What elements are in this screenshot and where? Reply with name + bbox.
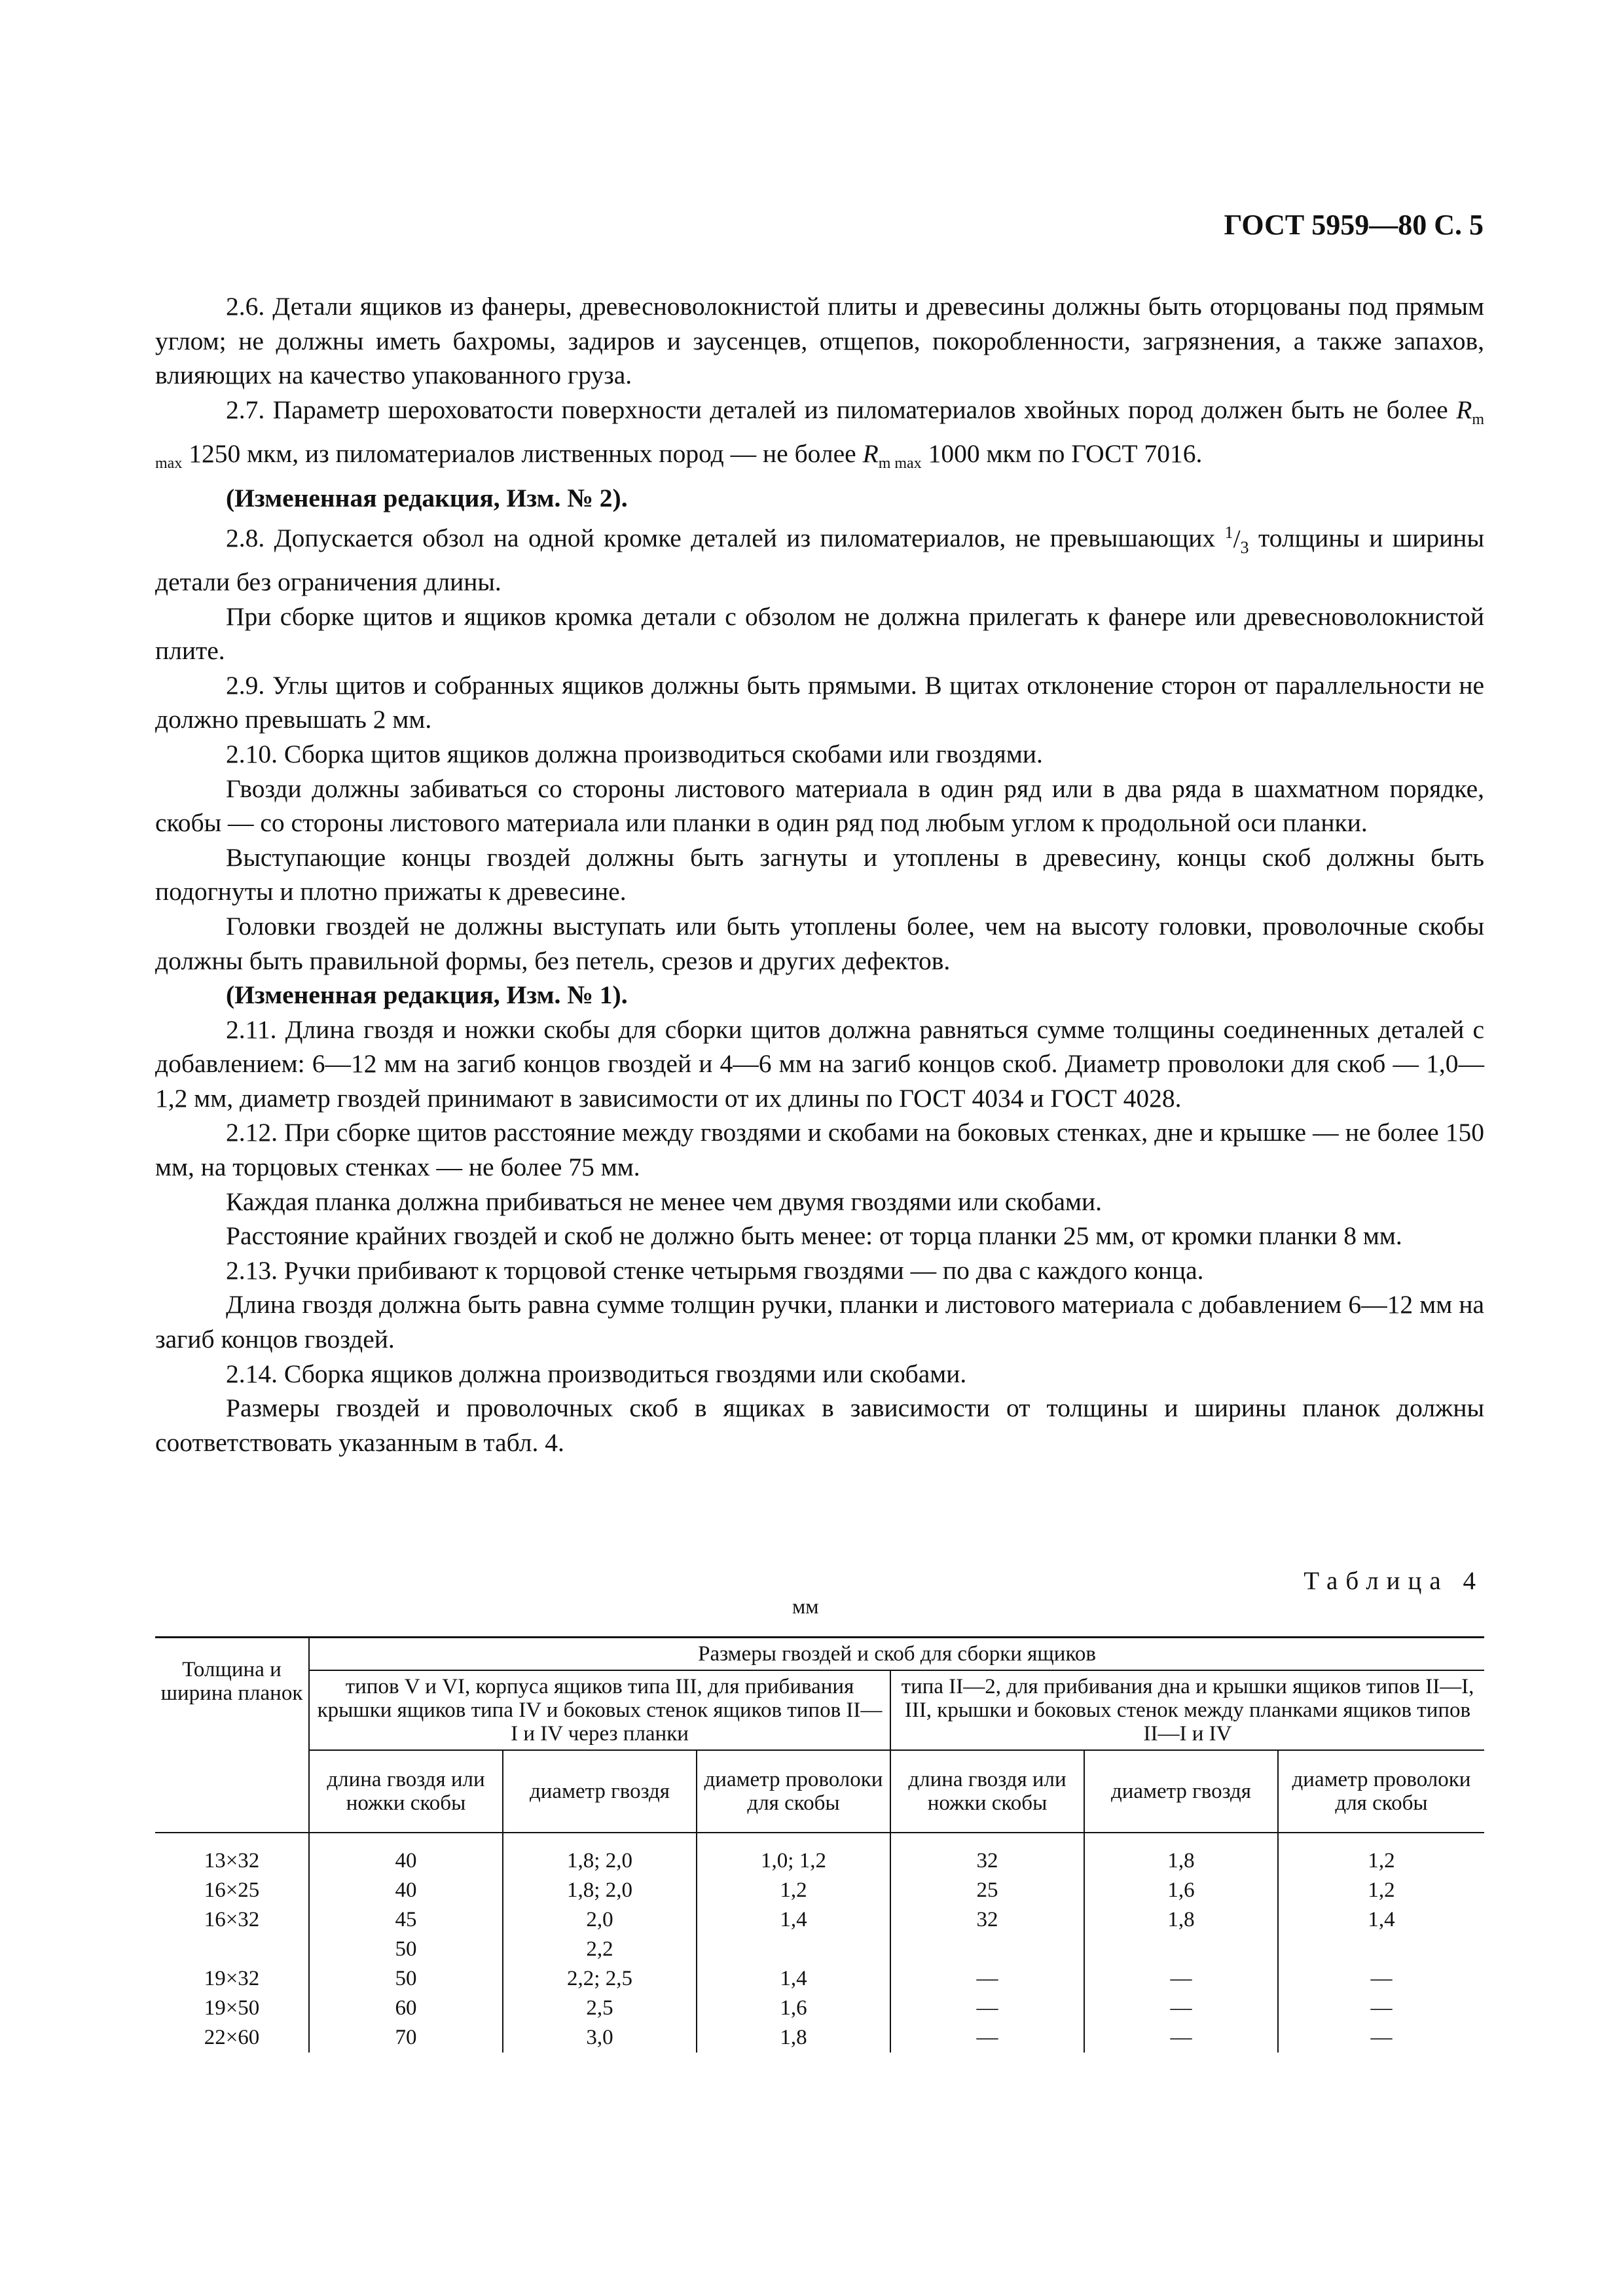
table-cell: — xyxy=(1084,2023,1278,2053)
paragraph-2-10: 2.10. Сборка щитов ящиков должна производиться скобами или гвоздями. xyxy=(226,739,1043,768)
revision-note: (Измененная редакция, Изм. № 1). xyxy=(226,980,628,1010)
table-cell: 1,8; 2,0 xyxy=(503,1833,697,1876)
paragraph: Головки гвоздей не должны выступать или быть утоплены более, чем на высоту головки, проволочные скобы должны быть правильной формы, без петель, срезов и других дефектов. xyxy=(155,911,1484,975)
table-cell: 70 xyxy=(309,2023,503,2053)
paragraph-2-7 xyxy=(155,393,1484,481)
table-cell: — xyxy=(1084,1964,1278,1994)
table-cell: 32 xyxy=(890,1833,1084,1876)
table-cell: — xyxy=(1278,1964,1484,1994)
table-cell: 16×32 xyxy=(204,1908,260,1931)
table-cell: 16×25 xyxy=(204,1878,260,1902)
table-cell: — xyxy=(890,1994,1084,2023)
table-row xyxy=(155,1935,1484,1964)
table-cell: — xyxy=(1278,2023,1484,2053)
table-cell xyxy=(697,1935,890,1964)
table-cell: 1,4 xyxy=(1278,1905,1484,1935)
header-wire-diameter: диаметр проволоки для скобы xyxy=(697,1750,890,1833)
table-cell: 1,8 xyxy=(1084,1833,1278,1876)
table-row xyxy=(155,2023,1484,2053)
header-subgroup-a: типов V и VI, корпуса ящиков типа III, для прибивания крышки ящиков типа IV и боковых стенок ящиков типов II—I и IV через планки xyxy=(309,1670,890,1750)
table-cell: 1,2 xyxy=(697,1876,890,1905)
table-cell: 2,5 xyxy=(503,1994,697,2023)
table-cell: 1,8; 2,0 xyxy=(503,1876,697,1905)
table-cell: — xyxy=(1278,1994,1484,2023)
table-unit: мм xyxy=(792,1594,819,1618)
paragraph-text: 1250 мкм, из пиломатериалов лиственных пород — не более xyxy=(182,439,863,469)
table-cell: 13×32 xyxy=(204,1849,260,1873)
paragraph: Гвозди должны забиваться со стороны листового материала в один ряд или в два ряда в шахматном порядке, скобы — со стороны листового материала или планки в один ряд под любым углом к продольной оси планки. xyxy=(155,774,1484,838)
header-subgroup-b: типа II—2, для прибивания дна и крышки ящиков типов II—I, III, крышки и боковых стенок между планками ящиков типов II—I и IV xyxy=(890,1670,1484,1750)
paragraph: Каждая планка должна прибиваться не менее чем двумя гвоздями или скобами. xyxy=(226,1187,1103,1216)
table-cell: 1,2 xyxy=(1278,1833,1484,1876)
table-cell: 1,8 xyxy=(697,2023,890,2053)
table-cell: 60 xyxy=(309,1994,503,2023)
paragraph: Расстояние крайних гвоздей и скоб не должно быть менее: от торца планки 25 мм, от кромки планки 8 мм. xyxy=(226,1221,1402,1251)
table-body xyxy=(155,1833,1484,2053)
table-cell: 1,0; 1,2 xyxy=(697,1833,890,1876)
paragraph-text: толщины и ширины детали без ограничения длины. xyxy=(155,524,1484,596)
header-nail-diameter: диаметр гвоздя xyxy=(1084,1750,1278,1833)
header-group: Размеры гвоздей и скоб для сборки ящиков xyxy=(309,1638,1484,1671)
table-row xyxy=(155,1964,1484,1994)
table-cell: 1,6 xyxy=(697,1994,890,2023)
roughness-symbol: $R_{m max}$ xyxy=(862,439,922,473)
paragraph: Выступающие концы гвоздей должны быть загнуты и утоплены в древесину, концы скоб должны быть подогнуты и плотно прижаты к древесине. xyxy=(155,842,1484,906)
table-cell xyxy=(1278,1935,1484,1964)
table-cell: 40 xyxy=(309,1833,503,1876)
table-row xyxy=(155,1876,1484,1905)
paragraph: Длина гвоздя должна быть равна сумме толщин ручки, планки и листового материала с добавлением 6—12 мм на загиб концов гвоздей. xyxy=(155,1290,1484,1354)
paragraph-2-8 xyxy=(155,515,1484,599)
table-cell: 22×60 xyxy=(204,2026,260,2049)
table-cell: 25 xyxy=(890,1876,1084,1905)
table-row xyxy=(155,1994,1484,2023)
table-row xyxy=(155,1833,1484,1876)
header-plank-size: Толщина и ширина планок xyxy=(155,1638,309,1833)
fraction-one-third: $^1/_3$ xyxy=(1224,522,1249,557)
table-cell: — xyxy=(890,1964,1084,1994)
paragraph-2-14: 2.14. Сборка ящиков должна производиться гвоздями или скобами. xyxy=(226,1359,967,1388)
paragraph-text: 2.7. Параметр шероховатости поверхности деталей из пиломатериалов хвойных пород должен быть не более xyxy=(226,395,1457,424)
header-nail-diameter: диаметр гвоздя xyxy=(503,1750,697,1833)
roughness-symbol: $R_{m max}$ xyxy=(155,395,1484,473)
table-cell: — xyxy=(890,2023,1084,2053)
table-cell: 2,0 xyxy=(503,1905,697,1935)
table-cell: 1,6 xyxy=(1084,1876,1278,1905)
paragraph-text: 2.8. Допускается обзол на одной кромке деталей из пиломатериалов, не превышающих xyxy=(226,524,1225,553)
document-body xyxy=(155,289,1484,1460)
paragraph-2-6: 2.6. Детали ящиков из фанеры, древесноволокнистой плиты и древесины должны быть оторцованы под прямым углом; не должны иметь бахромы, задиров и заусенцев, отщепов, покоробленности, загрязнения, а также запахов, влияющих на качество упакованного груза. xyxy=(155,292,1484,390)
table-cell xyxy=(890,1935,1084,1964)
table-cell: — xyxy=(1084,1994,1278,2023)
table-cell: 50 xyxy=(309,1964,503,1994)
paragraph-2-9: 2.9. Углы щитов и собранных ящиков должны быть прямыми. В щитах отклонение сторон от параллельности не должно превышать 2 мм. xyxy=(155,670,1484,734)
table-cell: 1,2 xyxy=(1278,1876,1484,1905)
table-cell: 50 xyxy=(309,1935,503,1964)
paragraph: Размеры гвоздей и проволочных скоб в ящиках в зависимости от толщины и ширины планок должны соответствовать указанным в табл. 4. xyxy=(155,1393,1484,1457)
table-cell: 19×32 xyxy=(204,1967,260,1990)
header-nail-length: длина гвоздя или ножки скобы xyxy=(890,1750,1084,1833)
table-cell: 2,2; 2,5 xyxy=(503,1964,697,1994)
nail-size-table xyxy=(155,1636,1484,2053)
table-cell: 1,8 xyxy=(1084,1905,1278,1935)
revision-note: (Измененная редакция, Изм. № 2). xyxy=(226,483,628,512)
paragraph-2-11: 2.11. Длина гвоздя и ножки скобы для сборки щитов должна равняться сумме толщины соединенных деталей с добавлением: 6—12 мм на загиб концов гвоздей и 4—6 мм на загиб концов скоб. Диаметр проволоки для скоб — 1,0—1,2 мм, диаметр гвоздей принимают в зависимости от их длины по ГОСТ 4034 и ГОСТ 4028. xyxy=(155,1014,1484,1113)
table-cell: 32 xyxy=(890,1905,1084,1935)
table-cell xyxy=(1084,1935,1278,1964)
table-cell: 45 xyxy=(309,1905,503,1935)
table-cell: 19×50 xyxy=(204,1996,260,2020)
table-caption: Таблица 4 xyxy=(1304,1567,1484,1595)
table-cell: 3,0 xyxy=(503,2023,697,2053)
paragraph-2-12: 2.12. При сборке щитов расстояние между гвоздями и скобами на боковых стенках, дне и крышке — не более 150 мм, на торцовых стенках — не более 75 мм. xyxy=(155,1118,1484,1182)
paragraph: При сборке щитов и ящиков кромка детали с обзолом не должна прилегать к фанере или древесноволокнистой плите. xyxy=(155,601,1484,666)
table-cell xyxy=(155,1935,309,1964)
paragraph-text: 1000 мкм по ГОСТ 7016. xyxy=(921,439,1203,469)
header-wire-diameter: диаметр проволоки для скобы xyxy=(1278,1750,1484,1833)
header-nail-length: длина гвоздя или ножки скобы xyxy=(309,1750,503,1833)
page-header: ГОСТ 5959—80 С. 5 xyxy=(1224,209,1484,241)
table-cell: 2,2 xyxy=(503,1935,697,1964)
table-cell: 1,4 xyxy=(697,1905,890,1935)
paragraph-2-13: 2.13. Ручки прибивают к торцовой стенке четырьмя гвоздями — по два с каждого конца. xyxy=(226,1255,1204,1285)
table-cell: 40 xyxy=(309,1876,503,1905)
table-cell: 1,4 xyxy=(697,1964,890,1994)
table-row xyxy=(155,1905,1484,1935)
